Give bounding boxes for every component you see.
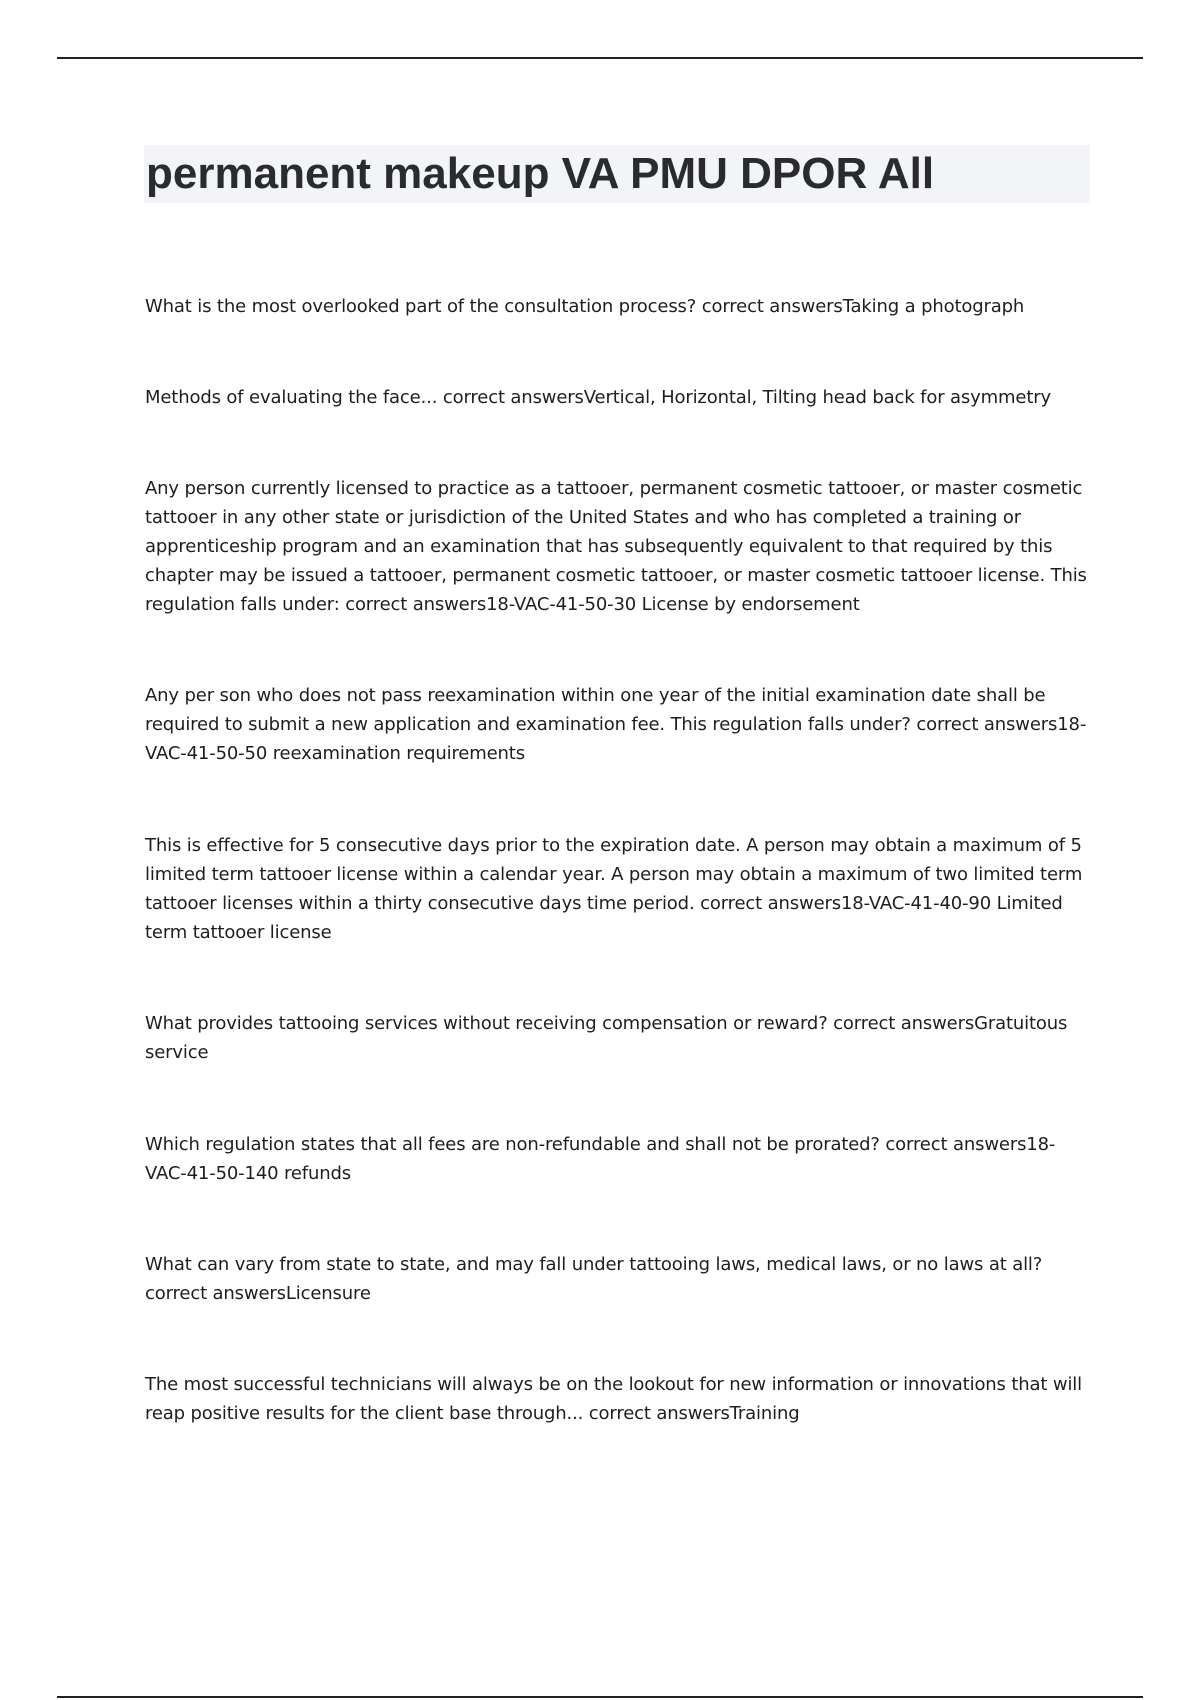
qa-entry: What is the most overlooked part of the consultation process? correct answersTaking a photograph (145, 296, 1025, 317)
top-divider (57, 57, 1143, 59)
qa-entry: Methods of evaluating the face... correct answersVertical, Horizontal, Tilting head back for asymmetry (145, 387, 1051, 408)
bottom-divider (57, 1696, 1143, 1698)
qa-entry: What provides tattooing services without receiving compensation or reward? correct answersGratuitous service (145, 1013, 1068, 1063)
page-title: permanent makeup VA PMU DPOR All (146, 149, 935, 198)
qa-entry: This is effective for 5 consecutive days prior to the expiration date. A person may obtain a maximum of 5 limited term tattooer license within a calendar year. A person may obtain a maximum of two limited term tattooer licenses within a thirty consecutive days time period. correct answers18-VAC-41-40-90 Limited term tattooer license (145, 835, 1083, 943)
qa-entry: Any per son who does not pass reexamination within one year of the initial examination date shall be required to submit a new application and examination fee. This regulation falls under? correct answers18-VAC-41-50-50 reexamination requirements (145, 685, 1087, 764)
qa-entry: Any person currently licensed to practice as a tattooer, permanent cosmetic tattooer, or master cosmetic tattooer in any other state or jurisdiction of the United States and who has completed a training or apprenticeship program and an examination that has subsequently equivalent to that required by this chapter may be issued a tattooer, permanent cosmetic tattooer, or master cosmetic tattooer license. This regulation falls under: correct answers18-VAC-41-50-30 License by endorsement (145, 478, 1087, 615)
qa-entry: The most successful technicians will always be on the lookout for new information or innovations that will reap positive results for the client base through... correct answersTraining (145, 1374, 1083, 1424)
qa-entry: What can vary from state to state, and may fall under tattooing laws, medical laws, or no laws at all? correct answersLicensure (145, 1254, 1043, 1304)
qa-entry: Which regulation states that all fees are non-refundable and shall not be prorated? correct answers18-VAC-41-50-140 refunds (145, 1134, 1056, 1184)
